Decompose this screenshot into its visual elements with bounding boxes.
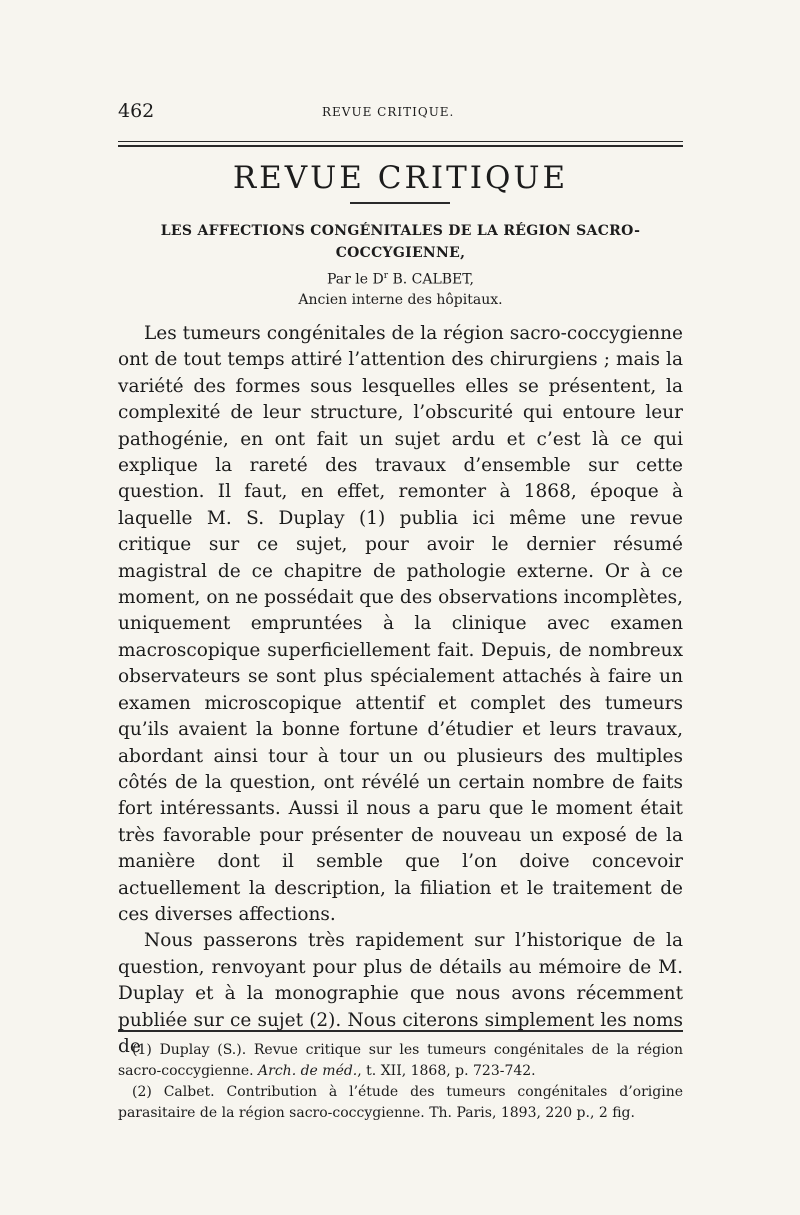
section-title: REVUE CRITIQUE [232,160,569,196]
author-name: B. CALBET, [388,271,475,288]
byline-superscript: r [383,271,389,281]
article-title: LES AFFECTIONS CONGÉNITALES DE LA RÉGION SACRO-COCCYGIENNE, [160,223,641,261]
title-underline [350,202,450,204]
footnote-rule [118,1030,683,1032]
running-title: REVUE CRITIQUE. [322,105,455,119]
footnote-1 [118,1040,683,1082]
footnote-1-text: (1) Duplay (S.). Revue critique sur les tumeurs congénitales de la région sacro-coccygienne. [118,1042,683,1079]
page-number: 462 [118,100,155,122]
footnote-2: (2) Calbet. Contribution à l’étude des tumeurs congénitales d’origine parasitaire de la région sacro-coccygienne. Th. Paris, 1893, 220 p., 2 fig. [118,1084,683,1121]
header-rule-bottom [118,145,683,147]
author-line [118,266,683,290]
header-rule-top [118,141,683,142]
byline [118,266,683,310]
running-head [118,100,683,124]
byline-prefix: Par le D [326,271,384,288]
body-text [118,321,683,1060]
footnotes [118,1040,683,1124]
author-role: Ancien interne des hôpitaux. [298,291,503,308]
footnote-1-citation: , t. XII, 1868, p. 723-742. [357,1063,536,1079]
footnote-1-journal: Arch. de méd. [258,1063,358,1079]
paragraph-2: Nous passerons très rapidement sur l’historique de la question, renvoyant pour plus de détails au mémoire de M. Duplay et à la monographie que nous avons récemment publiée sur ce sujet (2). Nous citerons simplement les noms de [118,930,683,1057]
paragraph-1: Les tumeurs congénitales de la région sacro-coccygienne ont de tout temps attiré l’attention des chirurgiens ; mais la variété des formes sous lesquelles elles se présentent, la complexité de leur structure, l’obscurité qui entoure leur pathogénie, en ont fait un sujet ardu et c’est là ce qui explique la rareté des travaux d’ensemble sur cette question. Il faut, en effet, remonter à 1868, époque à laquelle M. S. Duplay (1) publia ici même une revue critique sur ce sujet, pour avoir le dernier résumé magistral de ce chapitre de pathologie externe. Or à ce moment, on ne possédait que des observations incomplètes, uniquement empruntées à la clinique avec examen macroscopique superficiellement fait. Depuis, de nombreux observateurs se sont plus spécialement attachés à faire un examen microscopique attentif et complet des tumeurs qu’ils avaient la bonne fortune d’étudier et leurs travaux, abordant ainsi tour à tour un ou plusieurs des multiples côtés de la question, ont révélé un certain nombre de faits fort intéressants. Aussi il nous a paru que le moment était très favorable pour présenter de nouveau un exposé de la manière dont il semble que l’on doive concevoir actuellement la description, la filiation et le traitement de ces diverses affections. [118,323,683,925]
